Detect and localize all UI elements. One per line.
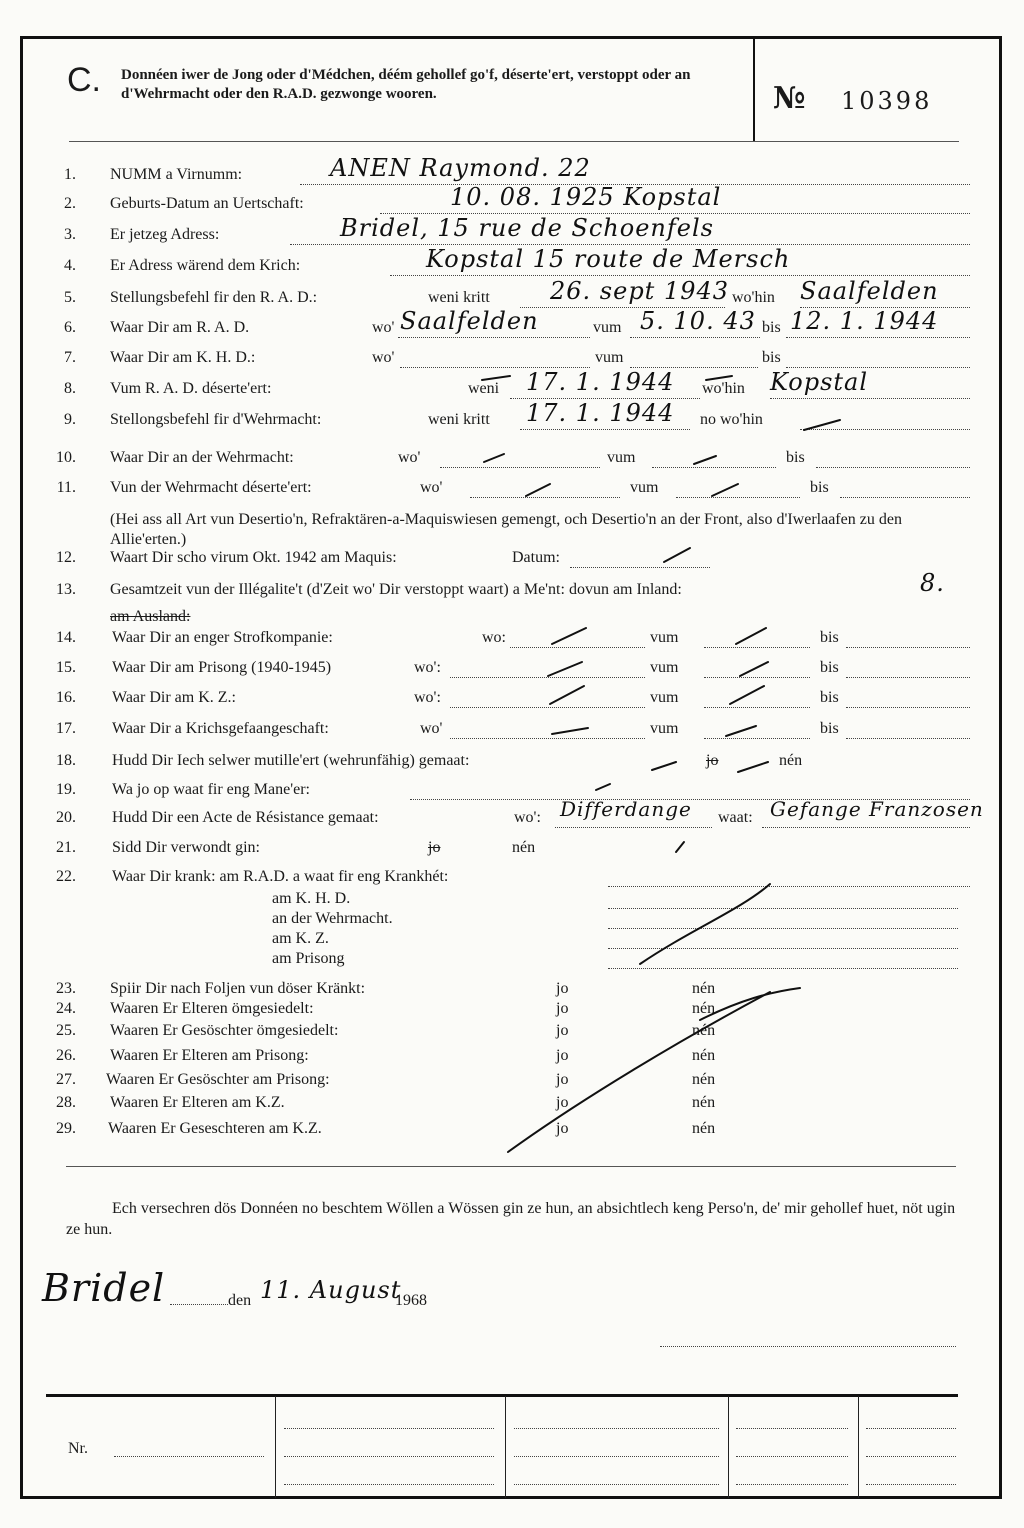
row-sublabel-1: wo:: [482, 629, 506, 646]
row-number: 8.: [64, 380, 76, 397]
handwritten-entry: 26. sept 1943: [550, 277, 730, 305]
row-label: Waar Dir am K. H. D.:: [110, 349, 256, 366]
strike-row23-24: [700, 988, 800, 1020]
row-number: 19.: [56, 781, 76, 798]
row-sublabel-3: bis: [786, 449, 805, 466]
form-number: 10398: [841, 87, 933, 115]
dash-mark-15b: [740, 662, 768, 676]
row-number: 18.: [56, 752, 76, 769]
section-letter: C.: [67, 61, 101, 99]
row-label: Waart Dir scho virum Okt. 1942 am Maquis:: [110, 549, 397, 566]
row22-prisong: am Prisong: [272, 950, 345, 967]
handwritten-entry: 12. 1. 1944: [790, 307, 939, 335]
dash-mark-19: [596, 784, 610, 790]
row-number: 20.: [56, 809, 76, 826]
row-sublabel-3: bis: [810, 479, 829, 496]
row-sublabel-2: nén: [512, 839, 536, 856]
dash-mark-16b: [730, 686, 764, 704]
row-label: Waaren Er Elteren am K.Z.: [110, 1094, 285, 1111]
row-sublabel-3: bis: [820, 659, 839, 676]
row-sublabel-2: vum: [650, 689, 679, 706]
date-label: den: [228, 1292, 252, 1309]
row-label: Waaren Er Gesöschter ömgesiedelt:: [110, 1022, 339, 1039]
dash-mark-18a: [652, 762, 676, 770]
row-sublabel-2: nén: [692, 980, 716, 997]
handwritten-entry: Differdange: [560, 797, 692, 821]
row-number: 1.: [64, 166, 76, 183]
row-sublabel-2: nén: [692, 1120, 716, 1137]
row-sublabel-2: vum: [595, 349, 624, 366]
row-sublabel-3: bis: [820, 629, 839, 646]
row-sublabel-1: weni kritt: [428, 411, 490, 428]
row-number: 26.: [56, 1047, 76, 1064]
row-sublabel-2: vum: [650, 720, 679, 737]
handwritten-entry: 5. 10. 43: [640, 307, 756, 335]
row-label: Waar Dir an enger Strofkompanie:: [112, 629, 333, 646]
row-label: Hudd Dir Iech selwer mutille'ert (wehrunfähig) gemaat:: [112, 752, 470, 769]
row-number: 21.: [56, 839, 76, 856]
row-number: 2.: [64, 195, 76, 212]
form-intro: Donnéen iwer de Jong oder d'Médchen, déém gehollef go'f, déserte'ert, verstoppt oder an d'Wehrmacht oder den R.A.D. gezwonge wooren.: [121, 67, 691, 102]
row-sublabel-2: nén: [692, 1094, 716, 1111]
handwritten-entry: 17. 1. 1944: [526, 399, 675, 427]
dash-mark-17a: [552, 728, 588, 734]
row-sublabel-2: nén: [692, 1022, 716, 1039]
row-sublabel-2: vum: [650, 659, 679, 676]
row-number: 24.: [56, 1000, 76, 1017]
dash-mark-18b: [738, 762, 768, 772]
row-sublabel-1: wo': [372, 349, 395, 366]
row-label: Waar Dir am R. A. D.: [110, 319, 250, 336]
row-label: Waar Dir an der Wehrmacht:: [110, 449, 294, 466]
row13-abroad: am Ausland:: [110, 608, 191, 625]
row-sublabel-1: jo: [556, 1071, 569, 1088]
row-number: 11.: [56, 479, 76, 496]
row-sublabel-2: no wo'hin: [700, 411, 763, 428]
row-sublabel-2: wo'hin: [732, 289, 775, 306]
row-sublabel-1: jo: [556, 1000, 569, 1017]
dash-mark-21: [676, 842, 684, 852]
row-number: 28.: [56, 1094, 76, 1111]
row-sublabel-1: weni kritt: [428, 289, 490, 306]
row-number: 5.: [64, 289, 76, 306]
row-sublabel-1: jo: [556, 1022, 569, 1039]
row-number: 27.: [56, 1071, 76, 1088]
signature-place: Bridel: [42, 1266, 166, 1310]
dash-mark-9: [804, 420, 840, 430]
row-sublabel-2: nén: [779, 752, 803, 769]
row-sublabel-1: wo':: [414, 659, 441, 676]
row-number: 23.: [56, 980, 76, 997]
row-label: Er jetzeg Adress:: [110, 226, 220, 243]
row-sublabel-2: nén: [692, 1047, 716, 1064]
row-label: Waar Dir a Krichsgefaangeschaft:: [112, 720, 329, 737]
row-sublabel-1: weni: [468, 380, 500, 397]
row-label: NUMM a Virnumm:: [110, 166, 243, 183]
row-label: Waaren Er Geseschteren am K.Z.: [108, 1120, 322, 1137]
row-sublabel-2: nén: [692, 1071, 716, 1088]
row-sublabel-1: jo: [428, 839, 441, 856]
row-number: 7.: [64, 349, 76, 366]
dash-mark-16a: [550, 686, 584, 704]
row-sublabel-1: wo': [372, 319, 395, 336]
handwritten-entry: Saalfelden: [800, 277, 939, 305]
dash-mark-15a: [548, 662, 582, 676]
footer-nr-label: Nr.: [68, 1440, 88, 1457]
row-number: 4.: [64, 257, 76, 274]
row-sublabel-1: wo': [420, 720, 443, 737]
row-sublabel-1: wo': [398, 449, 421, 466]
handwritten-entry: ANEN Raymond. 22: [330, 154, 591, 182]
row-label: Waar Dir am Prisong (1940-1945): [112, 659, 332, 676]
row-number: 17.: [56, 720, 76, 737]
row-label: Gesamtzeit vun der Illégalite't (d'Zeit wo' Dir verstoppt waart) a Me'nt: dovun am Inland:: [110, 581, 682, 598]
row-sublabel-1: jo: [556, 1120, 569, 1137]
row-label: Spiir Dir nach Foljen vun döser Kränkt:: [110, 980, 366, 997]
dash-mark-11a: [526, 484, 550, 496]
row-sublabel-1: wo':: [414, 689, 441, 706]
row-sublabel-2: waat:: [718, 809, 753, 826]
dash-mark-7a: [482, 376, 510, 380]
row-number: 6.: [64, 319, 76, 336]
row-label: Vum R. A. D. déserte'ert:: [110, 380, 272, 397]
row-number: 29.: [56, 1120, 76, 1137]
dash-mark-11b: [712, 484, 738, 496]
row22-khd: am K. H. D.: [272, 890, 351, 907]
row-label: Waar Dir krank: am R.A.D. a waat fir eng Krankhét:: [112, 868, 449, 885]
row-sublabel-3: bis: [762, 349, 781, 366]
row-sublabel-2: nén: [692, 1000, 716, 1017]
row-sublabel-1: wo':: [514, 809, 541, 826]
row-sublabel-1: jo: [556, 980, 569, 997]
signature-date: 11. August: [260, 1276, 402, 1304]
dash-mark-10a: [484, 454, 504, 462]
row-sublabel-2: wo'hin: [702, 380, 745, 397]
strike-row22: [640, 884, 770, 964]
row-sublabel-2: vum: [650, 629, 679, 646]
row-number: 9.: [64, 411, 76, 428]
row-number: 13.: [56, 581, 76, 598]
row-label: Geburts-Datum an Uertschaft:: [110, 195, 304, 212]
handwritten-entry: 8.: [920, 569, 945, 597]
row22-wehrmacht: an der Wehrmacht.: [272, 910, 393, 927]
row-label: Waaren Er Elteren ömgesiedelt:: [110, 1000, 314, 1017]
row-sublabel-2: vum: [593, 319, 622, 336]
row-number: 14.: [56, 629, 76, 646]
number-label: №: [773, 81, 806, 116]
row-sublabel-1: Datum:: [512, 549, 560, 566]
row11-note: (Hei ass all Art vun Desertio'n, Refraktären-a-Maquiswiesen gemengt, och Desertio'n an der Front, also d'Iwerlaafen zu den Allie'erten.): [110, 511, 902, 548]
dash-mark-14b: [736, 628, 766, 644]
handwritten-entry: Gefange Franzosen: [770, 797, 984, 821]
row-number: 3.: [64, 226, 76, 243]
row-sublabel-2: vum: [607, 449, 636, 466]
row-sublabel-1: jo: [556, 1094, 569, 1111]
row-number: 22.: [56, 868, 76, 885]
dash-mark-17b: [726, 726, 756, 736]
row-sublabel-3: bis: [762, 319, 781, 336]
row-label: Waar Dir am K. Z.:: [112, 689, 236, 706]
dash-mark-12: [664, 548, 690, 562]
row-sublabel-1: wo': [420, 479, 443, 496]
row-label: Er Adress wärend dem Krich:: [110, 257, 301, 274]
row-label: Stellungsbefehl fir den R. A. D.:: [110, 289, 318, 306]
strike-rows-24-29: [508, 992, 770, 1152]
handwritten-entry: 10. 08. 1925 Kopstal: [450, 183, 722, 211]
row-label: Hudd Dir een Acte de Résistance gemaat:: [112, 809, 379, 826]
dash-mark-7b: [706, 376, 732, 380]
declaration-text: Ech versechren dös Donnéen no beschtem Wöllen a Wössen gin ze hun, an absichtlech keng Perso'n, de' mir gehollef huet, nöt ugin ze hun.: [66, 1200, 956, 1238]
signature-year: 1968: [395, 1292, 427, 1309]
row-number: 15.: [56, 659, 76, 676]
row22-kz: am K. Z.: [272, 930, 329, 947]
handwritten-entry: Saalfelden: [400, 307, 539, 335]
handwritten-entry: 17. 1. 1944: [526, 368, 675, 396]
row-sublabel-1: jo: [556, 1047, 569, 1064]
row-sublabel-3: bis: [820, 689, 839, 706]
row-label: Sidd Dir verwondt gin:: [112, 839, 260, 856]
handwritten-entry: Bridel, 15 rue de Schoenfels: [340, 214, 714, 242]
row-label: Waaren Er Elteren am Prisong:: [110, 1047, 309, 1064]
dash-mark-10b: [694, 456, 716, 464]
row-label: Stellongsbefehl fir d'Wehrmacht:: [110, 411, 322, 428]
row-sublabel-1: jo: [706, 752, 719, 769]
row-label: Wa jo op waat fir eng Mane'er:: [112, 781, 310, 798]
row-sublabel-2: vum: [630, 479, 659, 496]
row-label: Waaren Er Gesöschter am Prisong:: [106, 1071, 330, 1088]
row-label: Vun der Wehrmacht déserte'ert:: [110, 479, 312, 496]
handwritten-entry: Kopstal: [770, 368, 869, 396]
row-number: 10.: [56, 449, 76, 466]
dash-mark-14a: [552, 628, 586, 644]
row-number: 12.: [56, 549, 76, 566]
row-sublabel-3: bis: [820, 720, 839, 737]
row-number: 16.: [56, 689, 76, 706]
row-number: 25.: [56, 1022, 76, 1039]
handwritten-entry: Kopstal 15 route de Mersch: [426, 245, 791, 273]
